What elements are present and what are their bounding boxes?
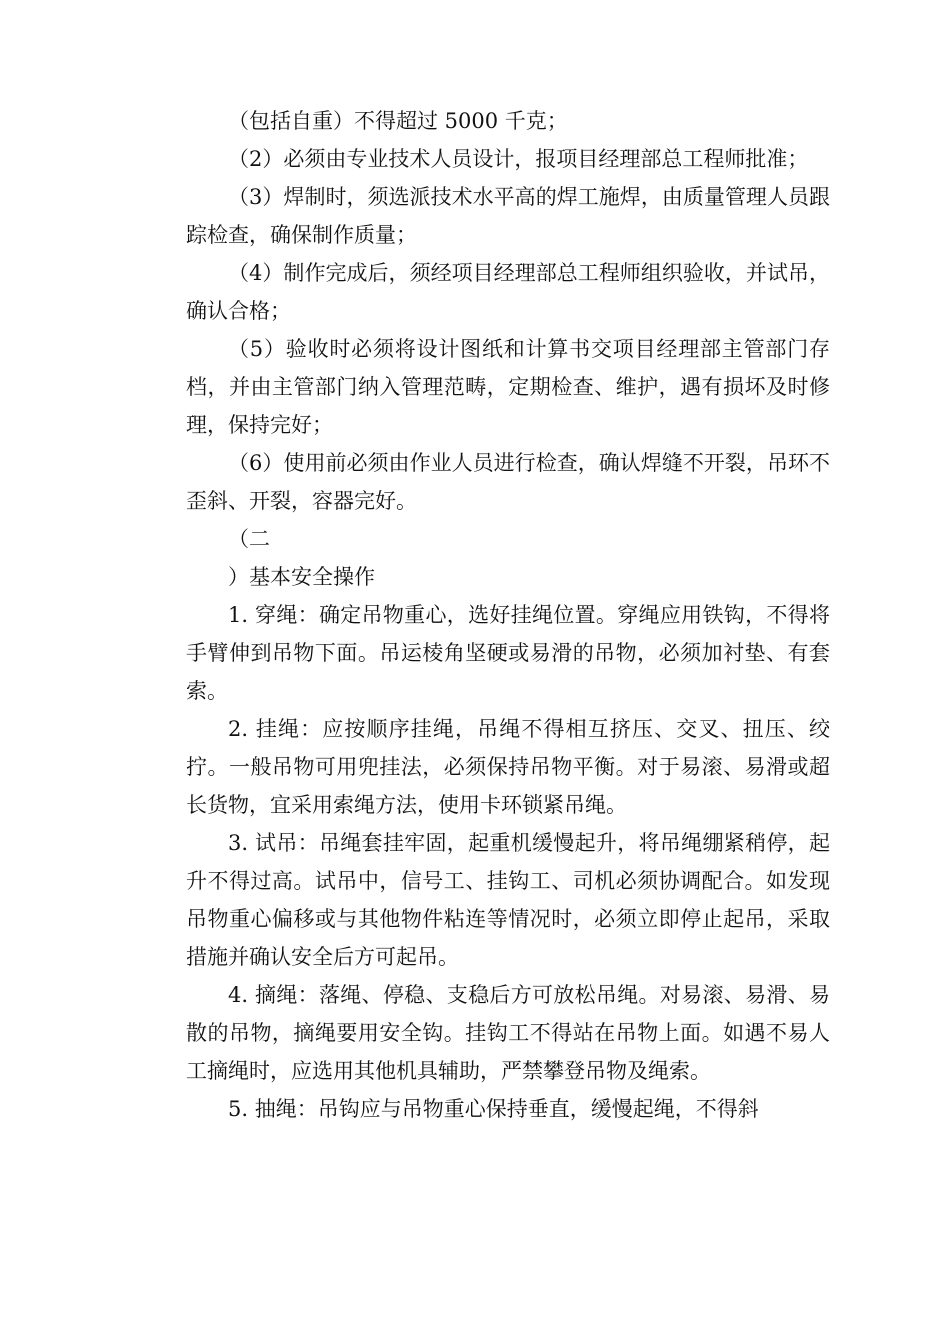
paragraph-5: （5）验收时必须将设计图纸和计算书交项目经理部主管部门存档，并由主管部门纳入管理范畴，定期检查、维护，遇有损坏及时修理，保持完好； (186, 337, 830, 437)
paragraph-step-1: 1. 穿绳：确定吊物重心，选好挂绳位置。穿绳应用铁钩，不得将手臂伸到吊物下面。吊运棱角坚硬或易滑的吊物，必须加衬垫、有套索。 (186, 603, 830, 703)
paragraph-step-2: 2. 挂绳：应按顺序挂绳，吊绳不得相互挤压、交叉、扭压、绞拧。一般吊物可用兜挂法，必须保持吊物平衡。对于易滚、易滑或超长货物，宜采用索绳方法，使用卡环锁紧吊绳。 (186, 717, 830, 817)
document-body (186, 102, 830, 1128)
paragraph-3: （3）焊制时，须选派技术水平高的焊工施焊，由质量管理人员跟踪检查，确保制作质量； (186, 185, 830, 247)
paragraph-step-4: 4. 摘绳：落绳、停稳、支稳后方可放松吊绳。对易滚、易滑、易散的吊物，摘绳要用安全钩。挂钩工不得站在吊物上面。如遇不易人工摘绳时，应选用其他机具辅助，严禁攀登吊物及绳索。 (186, 983, 830, 1083)
paragraph-step-5: 5. 抽绳：吊钩应与吊物重心保持垂直，缓慢起绳，不得斜 (228, 1097, 759, 1121)
paragraph-1: （包括自重）不得超过 5000 千克； (228, 109, 568, 133)
paragraph-2: （2）必须由专业技术人员设计，报项目经理部总工程师批准； (228, 147, 809, 171)
paragraph-6: （6）使用前必须由作业人员进行检查，确认焊缝不开裂，吊环不歪斜、开裂，容器完好。 (186, 451, 830, 513)
section-heading-part-2: ）基本安全操作 (228, 565, 375, 589)
paragraph-4: （4）制作完成后，须经项目经理部总工程师组织验收，并试吊，确认合格； (186, 261, 830, 323)
paragraph-step-3: 3. 试吊：吊绳套挂牢固，起重机缓慢起升，将吊绳绷紧稍停，起升不得过高。试吊中，信号工、挂钩工、司机必须协调配合。如发现吊物重心偏移或与其他物件粘连等情况时，必须立即停止起吊，采取措施并确认安全后方可起吊。 (186, 831, 830, 969)
section-heading-part-1: （二 (228, 527, 270, 551)
